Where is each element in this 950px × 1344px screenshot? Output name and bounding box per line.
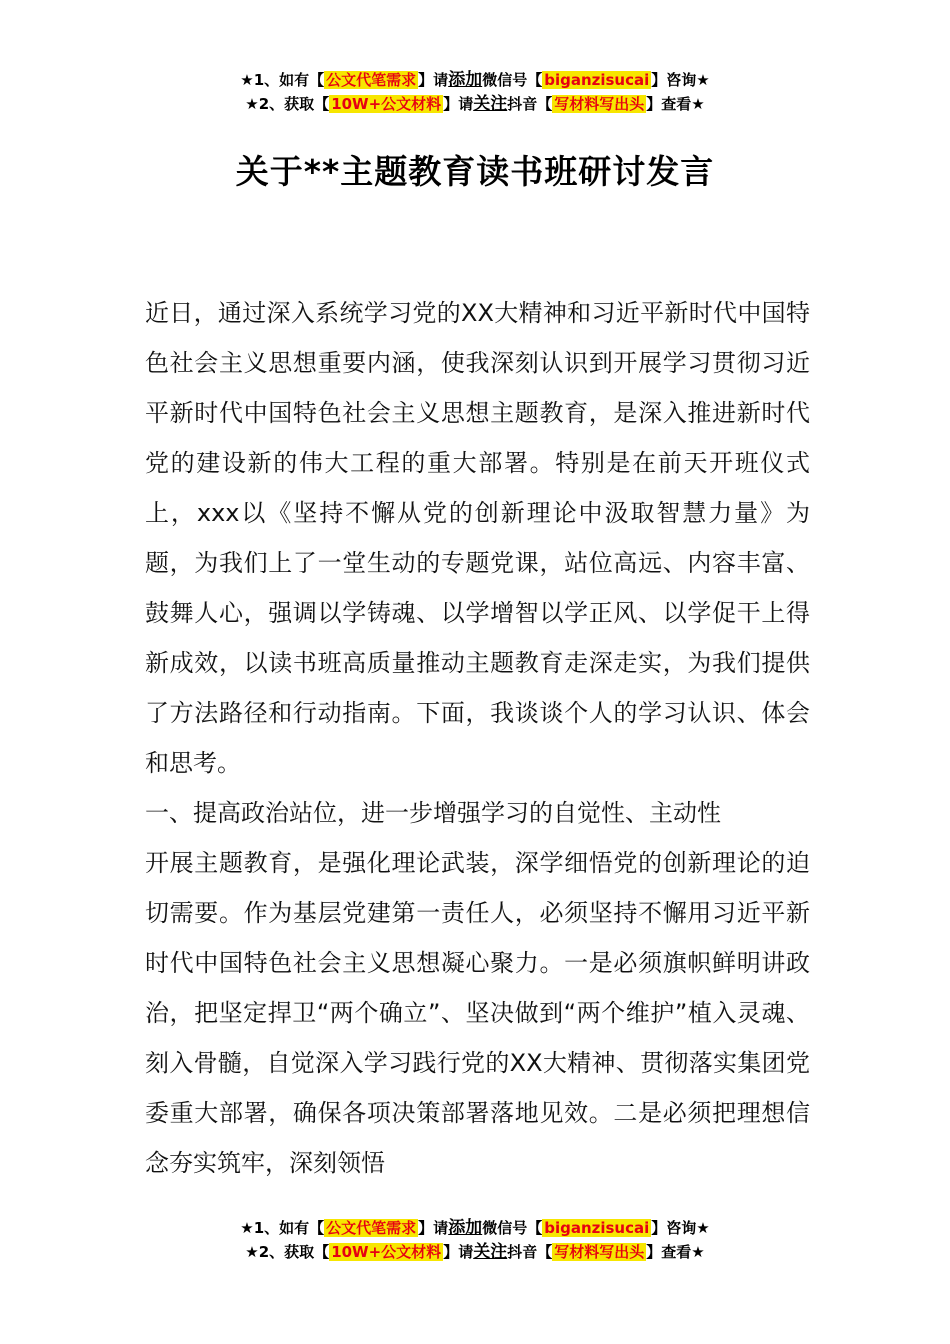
promo-emphasis: 添加 [448, 70, 483, 90]
section-heading: 一、提高政治站位，进一步增强学习的自觉性、主动性 [145, 799, 721, 827]
promo-highlight: biganzisucai [544, 1219, 650, 1237]
footer-promo-banner [0, 1216, 950, 1264]
promo-highlight: biganzisucai [544, 71, 650, 89]
paragraph: 开展主题教育，是强化理论武装，深学细悟党的创新理论的迫切需要。作为基层党建第一责任人，必须坚持不懈用习近平新时代中国特色社会主义思想凝心聚力。一是必须旗帜鲜明讲政治，把坚定捍卫“两个确立”、坚决做到“两个维护”植入灵魂、刻入骨髓，自觉深入学习践行党的XX大精神、贯彻落实集团党委重大部署，确保各项决策部署落地见效。二是必须把理想信念夯实筑牢，深刻领悟 [145, 849, 810, 1177]
promo-line-2: ★2、获取【 10W+公文材料 】请关注抖音【 写材料写出头 】查看★ [245, 1242, 705, 1262]
paragraph: 近日，通过深入系统学习党的XX大精神和习近平新时代中国特色社会主义思想重要内涵，使我深刻认识到开展学习贯彻习近平新时代中国特色社会主义思想主题教育，是深入推进新时代党的建设新的伟大工程的重大部署。特别是在前天开班仪式上，xxx以《坚持不懈从党的创新理论中汲取智慧力量》为题，为我们上了一堂生动的专题党课，站位高远、内容丰富、鼓舞人心，强调以学铸魂、以学增智以学正风、以学促干上得新成效，以读书班高质量推动主题教育走深走实，为我们提供了方法路径和行动指南。下面，我谈谈个人的学习认识、体会和思考。 [145, 299, 810, 777]
promo-highlight: 写材料写出头 [554, 95, 645, 113]
promo-highlight: 10W+公文材料 [331, 1243, 442, 1261]
promo-emphasis: 关注 [473, 94, 508, 114]
document-body [145, 288, 810, 1188]
promo-highlight: 公文代笔需求 [326, 71, 417, 89]
promo-line-1: ★1、如有【 公文代笔需求 】请添加微信号【 biganzisucai 】咨询★ [240, 1218, 710, 1238]
promo-emphasis: 关注 [473, 1242, 508, 1262]
promo-highlight: 10W+公文材料 [331, 95, 442, 113]
document-title: 关于**主题教育读书班研讨发言 [235, 152, 715, 191]
promo-highlight: 写材料写出头 [554, 1243, 645, 1261]
promo-emphasis: 添加 [448, 1218, 483, 1238]
promo-line-2: ★2、获取【 10W+公文材料 】请关注抖音【 写材料写出头 】查看★ [245, 94, 705, 114]
promo-highlight: 公文代笔需求 [326, 1219, 417, 1237]
promo-line-1: ★1、如有【 公文代笔需求 】请添加微信号【 biganzisucai 】咨询★ [240, 70, 710, 90]
header-promo-banner [0, 68, 950, 116]
